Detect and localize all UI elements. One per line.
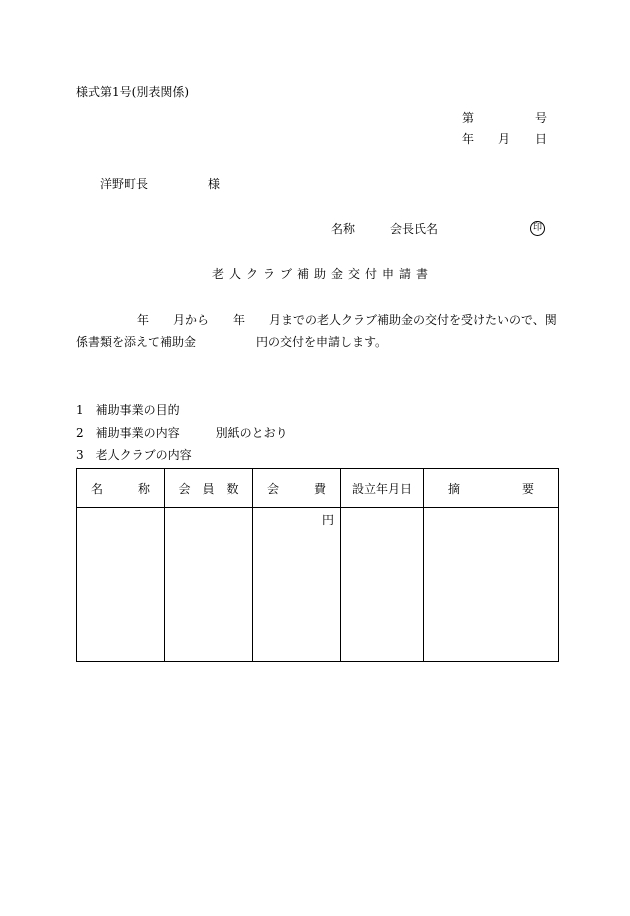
table-header-row <box>77 469 559 508</box>
addressee-name: 洋野町長 <box>100 177 149 191</box>
cell-members[interactable] <box>165 508 253 662</box>
applicant-president-label: 会長氏名 <box>390 222 439 236</box>
body-line-2: 係書類を添えて補助金 円の交付を申請します。 <box>76 335 388 349</box>
cell-summary[interactable] <box>424 508 559 662</box>
seal-mark: 印 <box>530 221 545 236</box>
date-day: 日 <box>535 132 548 146</box>
document-title: 老人クラブ補助金交付申請書 <box>212 267 434 281</box>
number-go: 号 <box>535 111 548 125</box>
item-club-content: 3 老人クラブの内容 <box>76 448 192 462</box>
header-summary: 摘 要 <box>424 469 559 508</box>
cell-established[interactable] <box>341 508 424 662</box>
header-established: 設立年月日 <box>341 469 424 508</box>
header-name: 名 称 <box>77 469 165 508</box>
club-table <box>76 468 559 662</box>
form-number: 様式第1号(別表関係) <box>76 85 189 99</box>
item-content: 2 補助事業の内容 別紙のとおり <box>76 426 288 440</box>
cell-name[interactable] <box>77 508 165 662</box>
applicant-name-label: 名称 <box>331 222 356 236</box>
body-line-1: 年 月から 年 月までの老人クラブ補助金の交付を受けたいので、関 <box>137 313 557 327</box>
date-month: 月 <box>498 132 511 146</box>
date-year: 年 <box>462 132 475 146</box>
number-dai: 第 <box>462 111 475 125</box>
fee-unit: 円 <box>321 513 334 527</box>
header-members: 会 員 数 <box>165 469 253 508</box>
cell-fee[interactable] <box>253 508 341 662</box>
header-fee: 会 費 <box>253 469 341 508</box>
table-row <box>77 508 559 662</box>
item-purpose: 1 補助事業の目的 <box>76 403 180 417</box>
addressee-sama: 様 <box>208 177 221 191</box>
